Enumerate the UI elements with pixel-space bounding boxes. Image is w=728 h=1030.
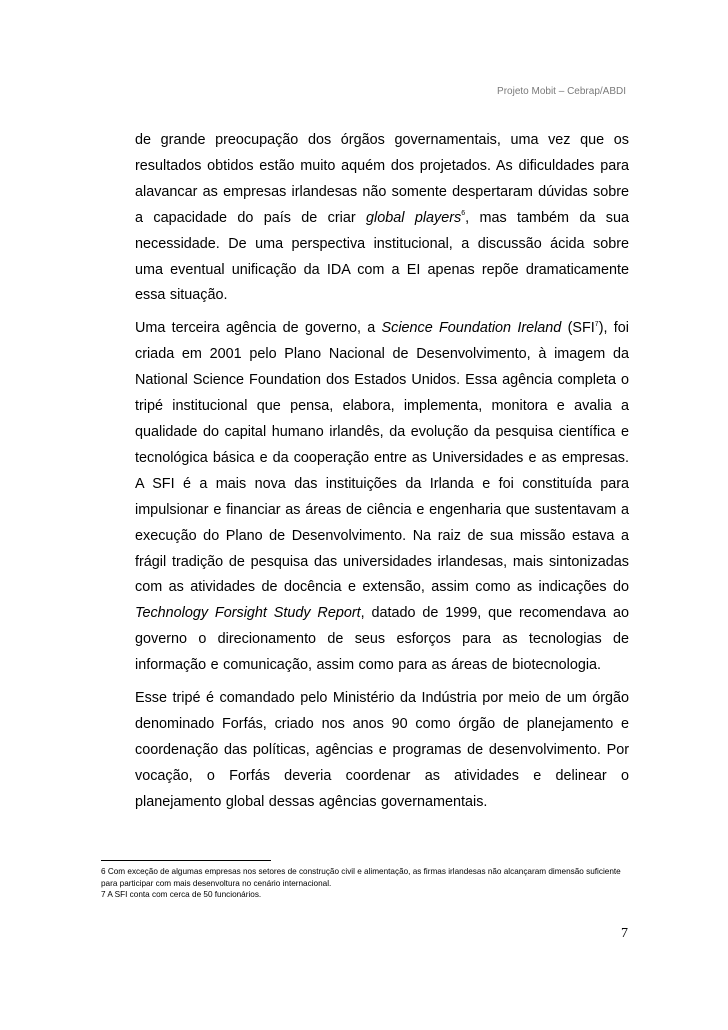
text-run: , datado de 1999, que recomendava ao governo o direcionamento de seus esforços para as tecnologias de informação e comunicação, assim como para as áreas de biotecnologia. [135, 605, 630, 674]
running-header: Projeto Mobit – Cebrap/ABDI [497, 86, 626, 97]
page-number: 7 [621, 926, 628, 941]
text-run: , mas também da sua necessidade. De uma perspectiva institucional, a discussão ácida sobre uma eventual unificação da IDA com a EI apenas repõe dramaticamente essa situação. [135, 209, 629, 304]
footnote-ref[interactable]: 6 [461, 209, 466, 217]
text-run: (SFI [561, 320, 595, 337]
paragraph [135, 128, 629, 309]
paragraph [135, 316, 629, 679]
italic-term: Technology Forsight Study Report [135, 605, 361, 622]
footnote: 7 A SFI conta com cerca de 50 funcionários. [101, 890, 262, 900]
text-run: de grande preocupação dos órgãos governamentais, uma vez que os resultados obtidos estão muito aquém dos projetados. As dificuldades para alavancar as empresas irlandesas não somente despertaram dúvidas sobre a capacidade do país de criar [135, 132, 629, 226]
footnote-separator [101, 860, 271, 861]
text-run: Uma terceira agência de governo, a [135, 320, 382, 337]
footnotes [101, 866, 629, 901]
text-run: ), foi criada em 2001 pelo Plano Nacional de Desenvolvimento, à imagem da National Science Foundation dos Estados Unidos. Essa agência completa o tripé institucional que pensa, elabora, implementa, monitora e avalia a qualidade do capital humano irlandês, da evolução da pesquisa científica e tecnológica básica e da cooperação entre as Universidades e as empresas. A SFI é a mais nova das instituições da Irlanda e foi constituída para impulsionar e financiar as áreas de ciência e engenharia que sustentavam a execução do Plano de Desenvolvimento. Na raiz de sua missão estava a frágil tradição de pesquisa das universidades irlandesas, mais sintonizadas com as atividades de docência e extensão, assim como as indicações do [135, 320, 629, 596]
footnote: 6 Com exceção de algumas empresas nos setores de construção civil e alimentação, as firmas irlandesas não alcançaram dimensão suficiente para participar com mais desenvoltura no cenário internacional. [101, 867, 621, 888]
italic-term: global players [366, 209, 462, 226]
paragraph: Esse tripé é comandado pelo Ministério da Indústria por meio de um órgão denominado Forfás, criado nos anos 90 como órgão de planejamento e coordenação das políticas, agências e programas de desenvolvimento. Por vocação, o Forfás deveria coordenar as atividades e delinear o planejamento global dessas agências governamentais. [135, 690, 629, 810]
italic-term: Science Foundation Ireland [381, 320, 562, 337]
body-text [135, 128, 629, 823]
footnote-ref[interactable]: 7 [594, 320, 599, 328]
